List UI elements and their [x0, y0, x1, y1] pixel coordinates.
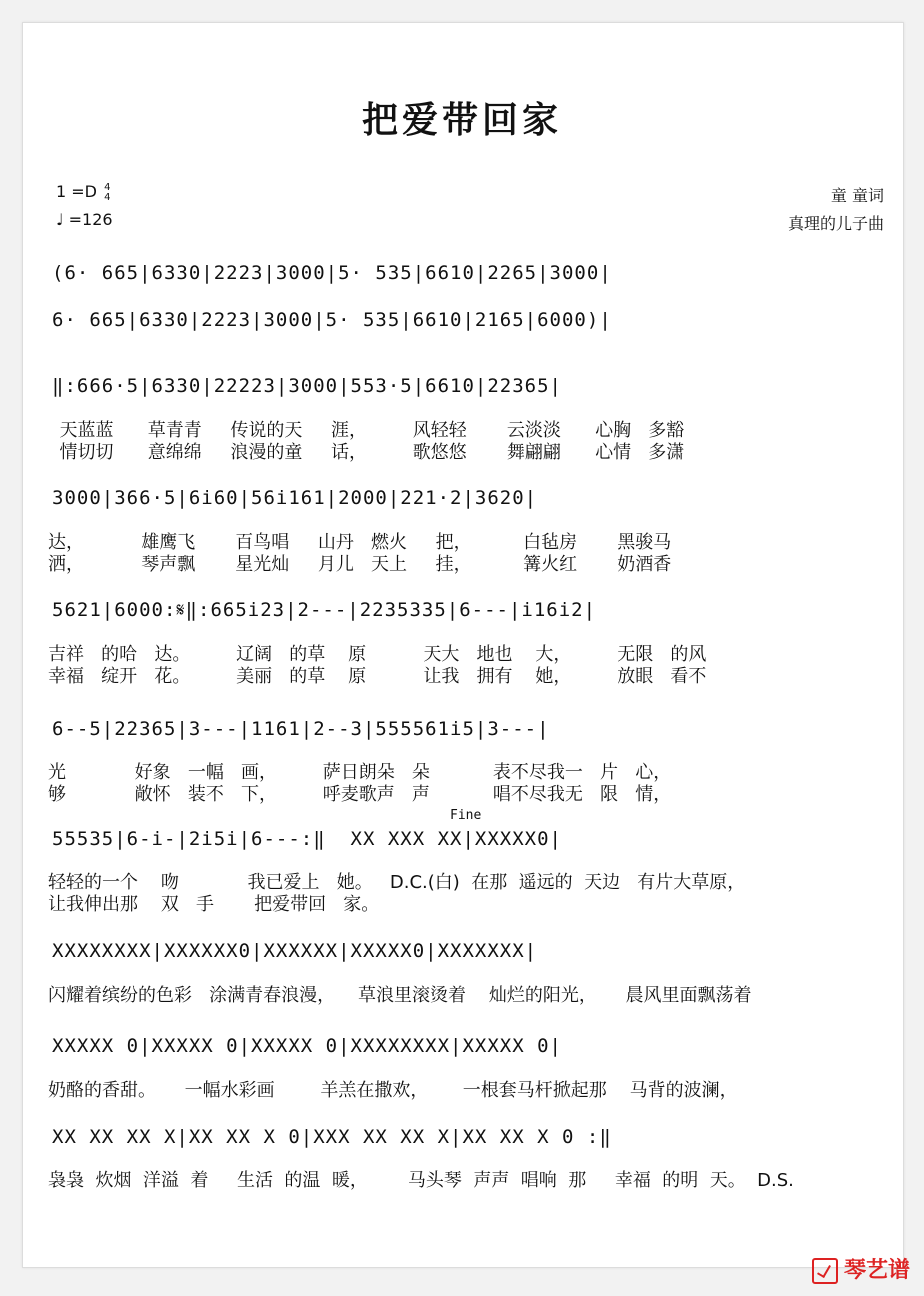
song-title: 把爱带回家: [361, 99, 562, 141]
logo-icon: [812, 1258, 838, 1284]
notation-line-8: XXXXXXXX|XXXXXX0|XXXXXX|XXXXX0|XXXXXXX|: [52, 940, 538, 962]
notation-line-10: XX XX XX X|XX XX X 0|XXX XX XX X|XX XX X 0 :‖: [52, 1126, 612, 1148]
lyric-line-5a: 轻轻的一个 吻 我已爱上 她。 D.C.(白) 在那 遥远的 天边 有片大草原，: [48, 872, 746, 893]
notation-line-2: 6· 665|6330|2223|3000|5· 535|6610|2165|6000)|: [52, 309, 612, 331]
time-signature: [104, 183, 110, 203]
lyric-line-3a: 吉祥 的哈 达。 辽阔 的草 原 天大 地也 大， 无限 的风: [48, 644, 707, 665]
lyricist-credit: 童 童词: [830, 186, 884, 205]
lyric-line-2b: 洒， 琴声飘 星光灿 月儿 天上 挂， 篝火红 奶酒香: [48, 554, 672, 575]
notation-line-1: (6· 665|6330|2223|3000|5· 535|6610|2265|3000|: [52, 262, 612, 284]
notation-line-6: 6--5|22365|3---|1161|2--3|555561i5|3---|: [52, 718, 550, 740]
key-label: 1 =D: [56, 182, 97, 201]
composer-credit: 真理的儿子曲: [787, 214, 884, 233]
watermark-logo: [812, 1253, 910, 1284]
credits: [788, 182, 884, 238]
time-denominator: 4: [104, 191, 111, 203]
lyric-line-5b: 让我伸出那 双 手 把爱带回 家。: [48, 894, 380, 915]
lyric-line-4a: 光 好象 一幅 画， 萨日朗朵 朵 表不尽我一 片 心，: [48, 762, 672, 783]
notation-line-9: XXXXX 0|XXXXX 0|XXXXX 0|XXXXXXXX|XXXXX 0|: [52, 1035, 562, 1057]
lyric-line-2a: 达， 雄鹰飞 百鸟唱 山丹 燃火 把， 白毡房 黑骏马: [48, 532, 672, 553]
lyric-line-1b: 情切切 意绵绵 浪漫的童 话， 歌悠悠 舞翩翩 心情 多潇: [48, 442, 685, 463]
lyric-line-1a: 天蓝蓝 草青青 传说的天 涯， 风轻轻 云淡淡 心胸 多豁: [48, 420, 685, 441]
notation-line-5: 5621|6000:𝄋‖:665i23|2---|2235335|6---|i16i2|: [52, 599, 597, 621]
tempo-marking: ♩ =126: [56, 210, 113, 229]
key-signature: [56, 182, 110, 203]
lyric-line-4b: 够 敞怀 装不 下， 呼麦歌声 声 唱不尽我无 限 情，: [48, 784, 672, 805]
lyric-line-3b: 幸福 绽开 花。 美丽 的草 原 让我 拥有 她， 放眼 看不: [48, 666, 707, 687]
notation-line-4: 3000|366·5|6i60|56i161|2000|221·2|3620|: [52, 487, 538, 509]
notation-line-7: 55535|6-i-|2i5i|6---:‖ XX XXX XX|XXXXX0|: [52, 828, 562, 850]
notation-line-3: ‖:666·5|6330|22223|3000|553·5|6610|22365|: [52, 375, 562, 397]
lyric-line-7: 奶酪的香甜。 一幅水彩画 羊羔在撒欢， 一根套马杆掀起那 马背的波澜，: [48, 1080, 738, 1101]
lyric-line-8: 袅袅 炊烟 洋溢 着 生活 的温 暖， 马头琴 声声 唱响 那 幸福 的明 天。 D.S.: [48, 1170, 794, 1191]
fine-marking: Fine: [450, 808, 482, 823]
lyric-line-6: 闪耀着缤纷的色彩 涂满青春浪漫， 草浪里滚烫着 灿烂的阳光， 晨风里面飘荡着: [48, 985, 752, 1006]
time-numerator: 4: [104, 181, 111, 193]
watermark-text: 琴艺谱: [843, 1258, 910, 1283]
